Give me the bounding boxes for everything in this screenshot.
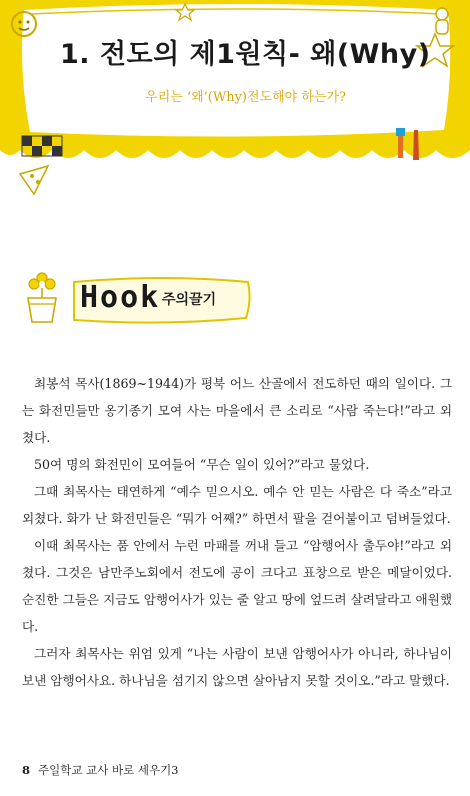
chapter-subtitle: 우리는 ‘왜’(Why)전도해야 하는가? <box>145 90 346 105</box>
page-number: 8 <box>22 763 31 777</box>
hook-title: Hook <box>80 280 161 315</box>
paragraph: 그때 최목사는 태연하게 “예수 믿으시오. 예수 안 믿는 사람은 다 죽소”라고 외쳤다. 화가 난 화전민들은 “뭐가 어째?” 하면서 팔을 걷어붙이고 덤벼들었다. <box>22 484 452 526</box>
hook-label: 주의끌기 <box>162 292 217 308</box>
page-footer <box>22 762 179 778</box>
chapter-header <box>0 0 470 200</box>
book-title: 주일학교 교사 바로 세우기3 <box>38 763 179 777</box>
pizza-slice-icon <box>20 166 48 194</box>
gingerbread-icon <box>436 8 448 34</box>
chapter-title: 1. 전도의 제1원칙- 왜(Why) <box>60 39 431 70</box>
paragraph: 50여 명의 화전민이 모여들어 “무슨 일이 있어?”라고 물었다. <box>34 457 370 472</box>
hook-section-banner <box>22 268 252 332</box>
body-text <box>22 370 452 694</box>
paragraph: 최봉석 목사(1869~1944)가 평북 어느 산골에서 전도하던 때의 일이다. 그는 화전민들만 옹기종기 모여 사는 마을에서 큰 소리로 “사람 죽는다!”라고 외쳤다. <box>22 376 452 445</box>
flower-pot-icon <box>28 273 56 322</box>
paragraph: 그러자 최목사는 위엄 있게 “나는 사람이 보낸 암행어사가 아니라, 하나님이 보낸 암행어사요. 하나님을 섬기지 않으면 살아남지 못할 것이오.”라고 말했다. <box>22 646 452 688</box>
paragraph: 이때 최목사는 품 안에서 누런 마패를 꺼내 들고 “암행어사 출두야!”라고 외쳤다. 그것은 남만주노회에서 전도에 공이 크다고 표창으로 받은 메달이었다. 순진한 그들은 지금도 암행어사가 있는 줄 알고 땅에 엎드려 살려달라고 애원했다. <box>22 538 452 634</box>
